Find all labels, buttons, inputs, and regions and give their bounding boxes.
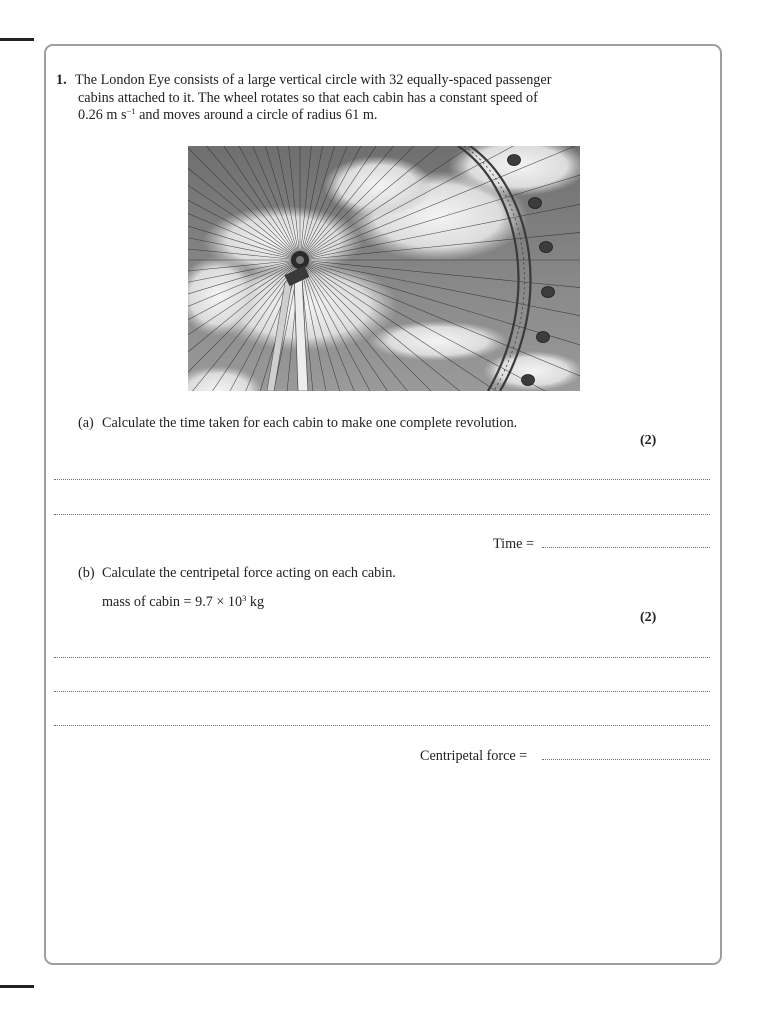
time-answer-label: Time = [493, 536, 534, 552]
centripetal-force-answer-field[interactable] [542, 759, 710, 760]
intro-line-2: cabins attached to it. The wheel rotates so that each cabin has a constant speed of [78, 89, 538, 106]
part-a-marks: (2) [640, 433, 657, 448]
intro-line-3 [75, 107, 551, 125]
answer-line-b3[interactable] [54, 725, 710, 726]
part-a-text: Calculate the time taken for each cabin to make one complete revolution. [102, 415, 518, 431]
answer-line-a1[interactable] [54, 479, 710, 480]
part-b-text: Calculate the centripetal force acting on each cabin. [102, 565, 396, 581]
centripetal-force-label: Centripetal force = [420, 748, 528, 764]
page-edge-mark-top [0, 38, 34, 41]
intro-line-3-rest: and moves around a circle of radius 61 m. [135, 107, 378, 123]
part-a-label: (a) [78, 415, 94, 431]
page-edge-mark-bottom [0, 985, 34, 988]
answer-line-b1[interactable] [54, 657, 710, 658]
answer-line-a2[interactable] [54, 514, 710, 515]
time-answer-field[interactable] [542, 547, 710, 548]
intro-line-1: The London Eye consists of a large vertical circle with 32 equally-spaced passenger [75, 72, 552, 88]
question-number: 1. [56, 72, 67, 88]
mass-unit: kg [246, 594, 265, 610]
mass-exponent: 3 [242, 593, 247, 603]
speed-value: 0.26 m s [78, 107, 127, 123]
mass-prefix: mass of cabin = 9.7 × 10 [102, 594, 243, 610]
part-b-label: (b) [78, 565, 95, 581]
london-eye-photo [188, 146, 580, 391]
part-b-marks: (2) [640, 610, 657, 625]
answer-line-b2[interactable] [54, 691, 710, 692]
question-intro [75, 72, 551, 125]
cabin-mass-given [102, 594, 264, 611]
speed-exponent: −1 [126, 106, 136, 116]
